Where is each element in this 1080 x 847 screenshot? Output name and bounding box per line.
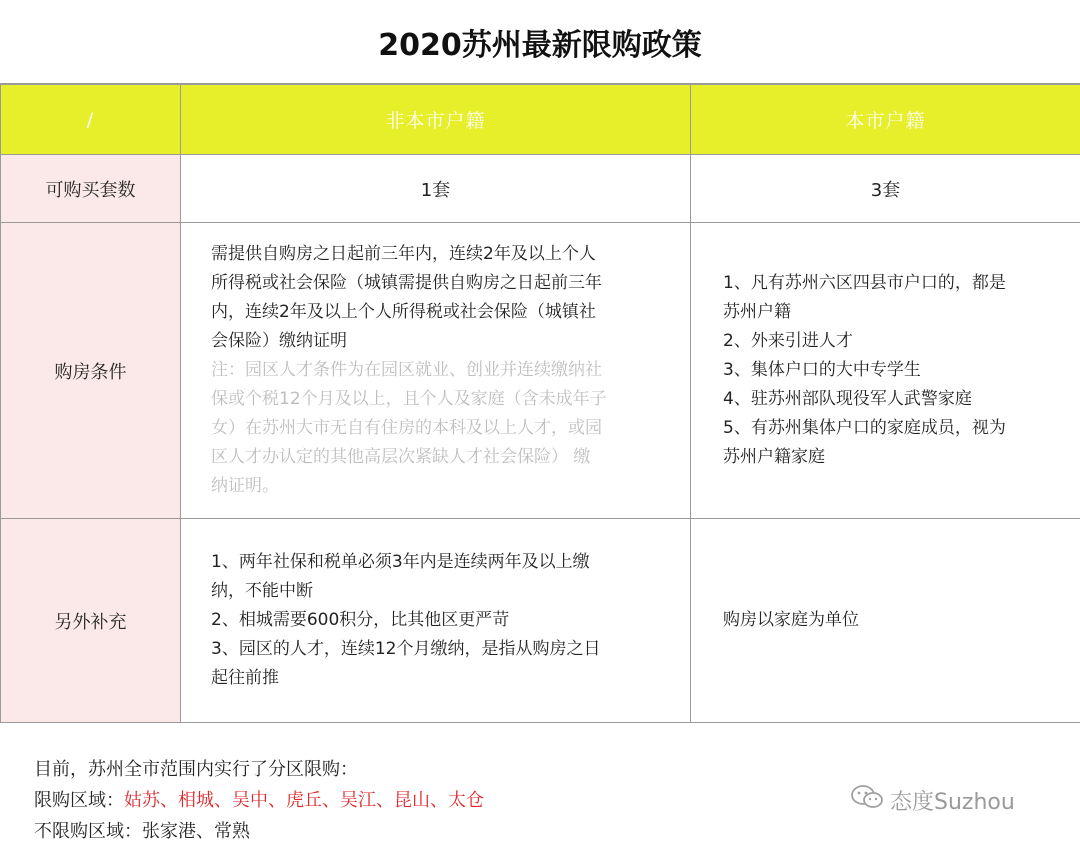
footer-text bbox=[34, 754, 484, 847]
conditions-note-line: 保或个税12个月及以上，且个人及家庭（含未成年子 bbox=[211, 389, 607, 409]
footer-intro: 目前，苏州全市范围内实行了分区限购： bbox=[34, 759, 358, 780]
wechat-icon bbox=[850, 784, 884, 816]
row-label-conditions: 购房条件 bbox=[1, 223, 181, 519]
conditions-local-line: 4、驻苏州部队现役军人武警家庭 bbox=[723, 389, 972, 409]
conditions-local-line: 苏州户籍家庭 bbox=[723, 447, 825, 467]
header-nonlocal: 非本市户籍 bbox=[181, 85, 691, 155]
watermark-text: 态度Suzhou bbox=[890, 789, 1015, 815]
policy-table bbox=[0, 84, 1080, 723]
conditions-note-line: 注：园区人才条件为在园区就业、创业并连续缴纳社 bbox=[211, 360, 602, 380]
row-supplement bbox=[1, 519, 1080, 723]
supplement-line: 2、相城需要600积分，比其他区更严苛 bbox=[211, 610, 510, 630]
conditions-nonlocal-line: 会保险）缴纳证明 bbox=[211, 331, 347, 351]
conditions-local-line: 5、有苏州集体户口的家庭成员，视为 bbox=[723, 418, 1006, 438]
conditions-nonlocal-line: 所得税或社会保险（城镇需提供自购房之日起前三年 bbox=[211, 273, 602, 293]
restricted-areas: 姑苏、相城、吴中、虎丘、吴江、昆山、太仓 bbox=[124, 790, 484, 811]
row-label-count: 可购买套数 bbox=[1, 155, 181, 223]
header-corner: / bbox=[1, 85, 181, 155]
conditions-nonlocal-line: 需提供自购房之日起前三年内，连续2年及以上个人 bbox=[211, 244, 596, 264]
supplement-local: 购房以家庭为单位 bbox=[691, 519, 1080, 723]
supplement-line: 1、两年社保和税单必须3年内是连续两年及以上缴 bbox=[211, 552, 590, 572]
header-local: 本市户籍 bbox=[691, 85, 1080, 155]
count-nonlocal: 1套 bbox=[181, 155, 691, 223]
watermark bbox=[850, 784, 1015, 816]
footer-restricted bbox=[34, 785, 484, 816]
unrestricted-label: 不限购区域： bbox=[34, 821, 142, 842]
conditions-local bbox=[691, 223, 1080, 519]
unrestricted-areas: 张家港、常熟 bbox=[142, 821, 250, 842]
conditions-local-line: 苏州户籍 bbox=[723, 302, 791, 322]
page-title: 2020苏州最新限购政策 bbox=[0, 0, 1080, 84]
supplement-line: 3、园区的人才，连续12个月缴纳，是指从购房之日 bbox=[211, 639, 601, 659]
conditions-local-line: 3、集体户口的大中专学生 bbox=[723, 360, 921, 380]
footer-unrestricted bbox=[34, 816, 484, 847]
supplement-line: 纳，不能中断 bbox=[211, 581, 313, 601]
row-label-supplement: 另外补充 bbox=[1, 519, 181, 723]
header-row bbox=[1, 85, 1080, 155]
row-count bbox=[1, 155, 1080, 223]
conditions-note-line: 女）在苏州大市无自有住房的本科及以上人才，或园 bbox=[211, 418, 602, 438]
supplement-line: 起往前推 bbox=[211, 668, 279, 688]
supplement-nonlocal bbox=[181, 519, 691, 723]
conditions-nonlocal bbox=[181, 223, 691, 519]
conditions-local-line: 1、凡有苏州六区四县市户口的，都是 bbox=[723, 273, 1006, 293]
row-conditions bbox=[1, 223, 1080, 519]
conditions-note-line: 纳证明。 bbox=[211, 476, 279, 496]
count-local: 3套 bbox=[691, 155, 1080, 223]
conditions-note-line: 区人才办认定的其他高层次紧缺人才社会保险） 缴 bbox=[211, 447, 591, 467]
restricted-label: 限购区域： bbox=[34, 790, 124, 811]
conditions-local-line: 2、外来引进人才 bbox=[723, 331, 853, 351]
conditions-nonlocal-line: 内，连续2年及以上个人所得税或社会保险（城镇社 bbox=[211, 302, 596, 322]
